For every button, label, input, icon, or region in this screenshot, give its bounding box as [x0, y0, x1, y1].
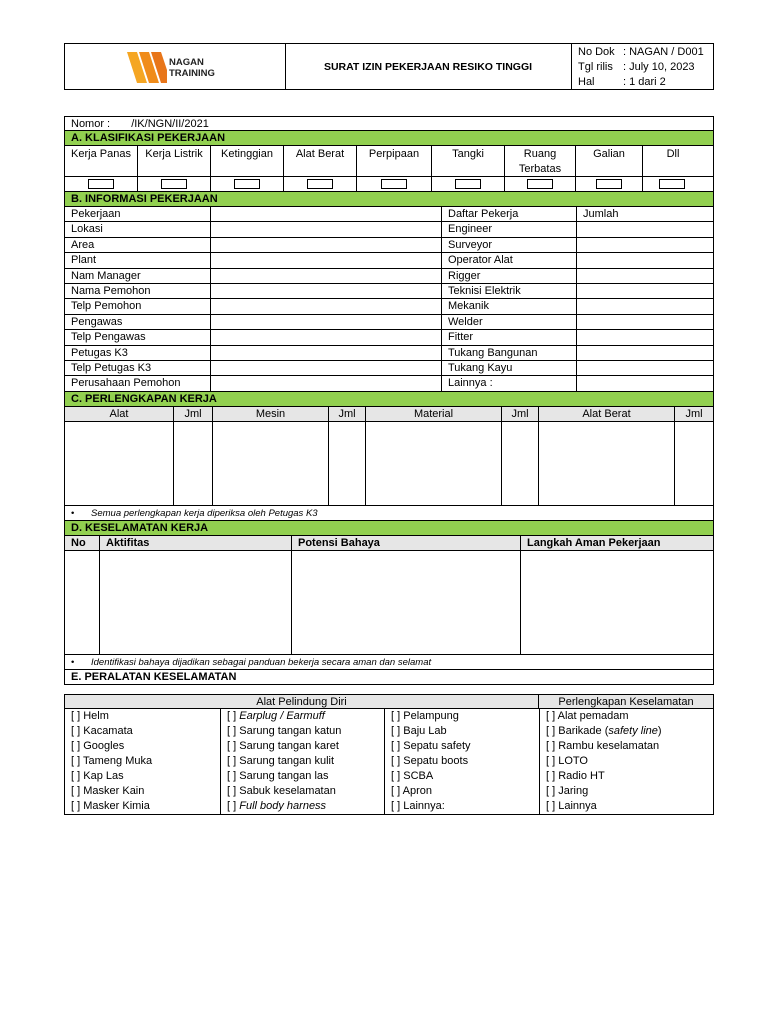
- klasifikasi-5-cell: [357, 177, 432, 191]
- worker-label: Surveyor: [442, 238, 577, 252]
- perlengkapan-cell[interactable]: [213, 422, 329, 505]
- perlengkapan-col-header: Material: [366, 407, 502, 421]
- info-label: Nama Pemohon: [65, 284, 211, 298]
- equipment-label: Sepatu safety: [403, 739, 471, 752]
- klasifikasi-checkbox[interactable]: [596, 179, 622, 189]
- perlengkapan-note-text: Semua perlengkapan kerja diperiksa oleh Petugas K3: [91, 507, 318, 519]
- equipment-item[interactable]: [391, 739, 539, 754]
- equipment-item[interactable]: [546, 784, 713, 799]
- section-a-title: A. KLASIFIKASI PEKERJAAN: [64, 131, 714, 146]
- worker-label: Tukang Kayu: [442, 361, 577, 375]
- info-row: [64, 284, 714, 299]
- perlengkapan-cell[interactable]: [675, 422, 713, 505]
- equipment-label: Rambu keselamatan: [558, 739, 660, 752]
- equipment-label: Sarung tangan karet: [239, 739, 339, 752]
- equipment-label: Sabuk keselamatan: [239, 784, 336, 797]
- klasifikasi-checkboxes: [64, 177, 714, 192]
- perlengkapan-cell[interactable]: [539, 422, 675, 505]
- worker-count[interactable]: [577, 222, 713, 236]
- perlengkapan-cell[interactable]: [502, 422, 539, 505]
- equipment-item[interactable]: [71, 784, 220, 799]
- meta-no-dok: [578, 45, 704, 59]
- checkbox-bracket[interactable]: [ ]: [546, 769, 559, 782]
- equipment-label-italic: safety line: [608, 724, 658, 737]
- permit-form: [64, 116, 714, 815]
- nomor-label: Nomor :: [71, 118, 111, 130]
- equipment-item[interactable]: [71, 739, 220, 754]
- info-label: Nam Manager: [65, 269, 211, 283]
- info-row: [64, 253, 714, 268]
- info-row: [64, 376, 714, 391]
- klasifikasi-4-cell: [284, 177, 357, 191]
- meta-key: Hal: [578, 76, 595, 88]
- equipment-label: SCBA: [403, 769, 434, 782]
- apd-column-3: [385, 709, 540, 814]
- checkbox-bracket[interactable]: [ ]: [227, 724, 240, 737]
- apd-column-2: [221, 709, 385, 814]
- worker-count[interactable]: [577, 238, 713, 252]
- equipment-label: Pelampung: [403, 709, 459, 722]
- keselamatan-cell[interactable]: [100, 551, 292, 654]
- klasifikasi-checkbox[interactable]: [88, 179, 114, 189]
- bullet-icon: •: [71, 507, 75, 519]
- klasifikasi-6-label: Tangki: [432, 146, 505, 176]
- equipment-label: Googles: [83, 739, 125, 752]
- info-label: Pekerjaan: [65, 207, 211, 221]
- document-header: [64, 43, 714, 90]
- klasifikasi-header: [64, 146, 714, 177]
- info-label: Pengawas: [65, 315, 211, 329]
- meta-key: Tgl rilis: [578, 61, 613, 73]
- checkbox-bracket[interactable]: [ ]: [227, 709, 240, 722]
- worker-label: Daftar Pekerja: [442, 207, 577, 221]
- checkbox-bracket[interactable]: [ ]: [546, 709, 558, 722]
- checkbox-bracket[interactable]: [ ]: [71, 754, 84, 767]
- info-value[interactable]: [211, 238, 442, 252]
- equipment-label: Radio HT: [558, 769, 605, 782]
- info-value[interactable]: [211, 361, 442, 375]
- equipment-item[interactable]: [71, 799, 220, 814]
- equipment-item[interactable]: [71, 754, 220, 769]
- perlengkapan-col-header: Jml: [502, 407, 539, 421]
- checkbox-bracket[interactable]: [ ]: [391, 739, 404, 752]
- checkbox-bracket[interactable]: [ ]: [546, 784, 559, 797]
- info-label: Telp Pengawas: [65, 330, 211, 344]
- klasifikasi-9-cell: [643, 177, 703, 191]
- section-c-title: C. PERLENGKAPAN KERJA: [64, 392, 714, 407]
- worker-label: Teknisi Elektrik: [442, 284, 577, 298]
- checkbox-bracket[interactable]: [ ]: [391, 709, 404, 722]
- klasifikasi-checkbox[interactable]: [455, 179, 481, 189]
- info-row: [64, 346, 714, 361]
- logo-line2: TRAINING: [169, 68, 215, 79]
- equipment-item[interactable]: [546, 754, 713, 769]
- perlengkapan-cell[interactable]: [366, 422, 502, 505]
- keselamatan-col-header: Langkah Aman Pekerjaan: [527, 536, 661, 549]
- worker-count[interactable]: [577, 253, 713, 267]
- info-row: [64, 269, 714, 284]
- equipment-label: Lainnya: [558, 799, 597, 812]
- info-value[interactable]: [211, 253, 442, 267]
- klasifikasi-7-cell: [505, 177, 576, 191]
- nomor-row: [64, 116, 714, 131]
- info-value[interactable]: [211, 315, 442, 329]
- perlengkapan-header: [64, 407, 714, 422]
- perlengkapan-cell[interactable]: [329, 422, 366, 505]
- worker-count[interactable]: [577, 299, 713, 313]
- info-value[interactable]: [211, 207, 442, 221]
- perlengkapan-col-header: Alat: [65, 407, 174, 421]
- keselamatan-note-text: Identifikasi bahaya dijadikan sebagai panduan bekerja secara aman dan selamat: [91, 656, 432, 668]
- worker-count[interactable]: [577, 330, 713, 344]
- keselamatan-cell[interactable]: [521, 551, 713, 654]
- apd-column-1: [65, 709, 221, 814]
- document-title: SURAT IZIN PEKERJAAN RESIKO TINGGI: [285, 44, 572, 89]
- info-label: Petugas K3: [65, 346, 211, 360]
- worker-label: Mekanik: [442, 299, 577, 313]
- equipment-label: Sarung tangan kulit: [239, 754, 335, 767]
- equipment-label: Apron: [402, 784, 432, 797]
- klasifikasi-3-cell: [211, 177, 284, 191]
- equipment-item[interactable]: [227, 709, 384, 724]
- klasifikasi-2-cell: [138, 177, 211, 191]
- equipment-item[interactable]: [391, 769, 539, 784]
- klasifikasi-checkbox[interactable]: [527, 179, 553, 189]
- info-value[interactable]: [211, 330, 442, 344]
- peralatan-header: [64, 694, 714, 709]
- worker-count[interactable]: [577, 361, 713, 375]
- worker-count[interactable]: [577, 376, 713, 390]
- info-row: [64, 238, 714, 253]
- klasifikasi-5-label: Perpipaan: [357, 146, 432, 176]
- info-row: [64, 299, 714, 314]
- equipment-item[interactable]: [227, 754, 384, 769]
- equipment-label: Helm: [83, 709, 109, 722]
- equipment-label: Barikade (safety line): [558, 724, 662, 737]
- perlengkapan-col-header: Jml: [329, 407, 366, 421]
- equipment-label: Sarung tangan las: [239, 769, 329, 782]
- info-label: Telp Pemohon: [65, 299, 211, 313]
- nagan-training-logo: [127, 52, 223, 83]
- perlengkapan-cell[interactable]: [65, 422, 174, 505]
- klasifikasi-checkbox[interactable]: [381, 179, 407, 189]
- info-row: [64, 222, 714, 237]
- worker-label: Fitter: [442, 330, 577, 344]
- checkbox-bracket[interactable]: [ ]: [71, 739, 84, 752]
- equipment-item[interactable]: [546, 709, 713, 724]
- equipment-label: LOTO: [558, 754, 588, 767]
- logo-stripes-icon: [127, 52, 167, 83]
- equipment-label: Lainnya:: [403, 799, 445, 812]
- worker-count[interactable]: [577, 284, 713, 298]
- info-label: Plant: [65, 253, 211, 267]
- info-label: Area: [65, 238, 211, 252]
- perlengkapan-cell[interactable]: [174, 422, 213, 505]
- info-row: [64, 315, 714, 330]
- klasifikasi-8-cell: [576, 177, 643, 191]
- nomor-value: /IK/NGN/II/2021: [131, 118, 209, 130]
- checkbox-bracket[interactable]: [ ]: [71, 709, 84, 722]
- equipment-item[interactable]: [546, 799, 713, 814]
- meta-value: : July 10, 2023: [623, 61, 695, 73]
- perlengkapan-note: [64, 506, 714, 521]
- checkbox-bracket[interactable]: [ ]: [546, 739, 559, 752]
- logo-text: [169, 57, 215, 79]
- perlengkapan-column: [540, 709, 713, 814]
- perlengkapan-body: [64, 422, 714, 506]
- checkbox-bracket[interactable]: [ ]: [227, 799, 240, 812]
- info-value[interactable]: [211, 376, 442, 390]
- keselamatan-col-header: No: [65, 536, 100, 550]
- equipment-item[interactable]: [391, 799, 539, 814]
- meta-hal: [578, 75, 666, 89]
- worker-label: Tukang Bangunan: [442, 346, 577, 360]
- header-perlengkapan: Perlengkapan Keselamatan: [558, 695, 694, 708]
- checkbox-bracket[interactable]: [ ]: [71, 724, 84, 737]
- section-d-title: D. KESELAMATAN KERJA: [64, 521, 714, 536]
- meta-tgl-rilis: [578, 60, 695, 74]
- document-meta: [572, 44, 713, 89]
- equipment-item[interactable]: [391, 709, 539, 724]
- checkbox-bracket[interactable]: [ ]: [71, 784, 84, 797]
- klasifikasi-7-label: Ruang Terbatas: [505, 146, 576, 176]
- worker-count[interactable]: [577, 346, 713, 360]
- meta-value: : NAGAN / D001: [623, 46, 704, 58]
- logo-cell: [65, 44, 286, 89]
- klasifikasi-1-cell: [65, 177, 138, 191]
- equipment-item[interactable]: [71, 724, 220, 739]
- equipment-label: Baju Lab: [403, 724, 447, 737]
- keselamatan-note: [64, 655, 714, 670]
- checkbox-bracket[interactable]: [ ]: [391, 754, 404, 767]
- keselamatan-col-header: Potensi Bahaya: [292, 536, 521, 550]
- equipment-label: Earplug / Earmuff: [239, 709, 325, 722]
- checkbox-bracket[interactable]: [ ]: [227, 784, 240, 797]
- meta-key: No Dok: [578, 46, 615, 58]
- klasifikasi-checkbox[interactable]: [234, 179, 260, 189]
- checkbox-bracket[interactable]: [ ]: [546, 754, 559, 767]
- equipment-item[interactable]: [546, 739, 713, 754]
- perlengkapan-col-header: Jml: [685, 407, 703, 420]
- info-value[interactable]: [211, 269, 442, 283]
- equipment-item[interactable]: [227, 769, 384, 784]
- keselamatan-body: [64, 551, 714, 655]
- checkbox-bracket[interactable]: [ ]: [546, 724, 559, 737]
- checkbox-bracket[interactable]: [ ]: [546, 799, 559, 812]
- klasifikasi-6-cell: [432, 177, 505, 191]
- info-label: Lokasi: [65, 222, 211, 236]
- equipment-label: Sarung tangan katun: [239, 724, 342, 737]
- equipment-item[interactable]: [546, 769, 713, 784]
- spacer: [64, 685, 714, 694]
- checkbox-bracket[interactable]: [ ]: [71, 769, 84, 782]
- info-value[interactable]: [211, 299, 442, 313]
- klasifikasi-9-label: Dll: [666, 148, 680, 160]
- equipment-item[interactable]: [546, 724, 713, 739]
- equipment-item[interactable]: [391, 784, 539, 799]
- equipment-item[interactable]: [71, 769, 220, 784]
- info-row: [64, 330, 714, 345]
- klasifikasi-2-label: Kerja Listrik: [138, 146, 211, 176]
- header-apd: Alat Pelindung Diri: [65, 695, 539, 708]
- klasifikasi-checkbox[interactable]: [307, 179, 333, 189]
- meta-value: : 1 dari 2: [623, 76, 666, 88]
- section-b-title: B. INFORMASI PEKERJAAN: [64, 192, 714, 207]
- info-label: Telp Petugas K3: [65, 361, 211, 375]
- checkbox-bracket[interactable]: [ ]: [391, 799, 404, 812]
- equipment-item[interactable]: [227, 724, 384, 739]
- equipment-item[interactable]: [227, 739, 384, 754]
- informasi-table: [64, 207, 714, 392]
- checkbox-bracket[interactable]: [ ]: [227, 739, 240, 752]
- equipment-label: Full body harness: [239, 799, 327, 812]
- keselamatan-cell[interactable]: [65, 551, 100, 654]
- worker-label: Operator Alat: [442, 253, 577, 267]
- info-value[interactable]: [211, 346, 442, 360]
- bullet-icon: •: [71, 656, 75, 668]
- klasifikasi-4-label: Alat Berat: [284, 146, 357, 176]
- keselamatan-header: [64, 536, 714, 551]
- checkbox-bracket[interactable]: [ ]: [391, 724, 404, 737]
- equipment-label: Kap Las: [83, 769, 124, 782]
- checkbox-bracket[interactable]: [ ]: [391, 769, 404, 782]
- equipment-label: Kacamata: [83, 724, 133, 737]
- worker-label: Rigger: [442, 269, 577, 283]
- info-row: [64, 207, 714, 222]
- equipment-item[interactable]: [227, 799, 384, 814]
- worker-label: Lainnya :: [442, 376, 577, 390]
- equipment-item[interactable]: [71, 709, 220, 724]
- checkbox-bracket[interactable]: [ ]: [227, 769, 240, 782]
- section-e-title: E. PERALATAN KESELAMATAN: [64, 670, 714, 685]
- equipment-label: Sepatu boots: [403, 754, 469, 767]
- equipment-item[interactable]: [227, 784, 384, 799]
- keselamatan-col-header: Aktifitas: [100, 536, 292, 550]
- worker-count[interactable]: Jumlah: [583, 208, 619, 220]
- worker-count[interactable]: [577, 315, 713, 329]
- equipment-item[interactable]: [391, 724, 539, 739]
- info-row: [64, 361, 714, 376]
- klasifikasi-1-label: Kerja Panas: [65, 146, 138, 176]
- checkbox-bracket[interactable]: [ ]: [391, 784, 403, 797]
- peralatan-body: [64, 709, 714, 815]
- klasifikasi-checkbox[interactable]: [659, 179, 685, 189]
- equipment-label: Jaring: [558, 784, 589, 797]
- info-value[interactable]: [211, 222, 442, 236]
- info-label: Perusahaan Pemohon: [65, 376, 211, 390]
- equipment-label: Alat pemadam: [557, 709, 629, 722]
- worker-count[interactable]: [577, 269, 713, 283]
- equipment-label: Tameng Muka: [83, 754, 153, 767]
- perlengkapan-col-header: Mesin: [213, 407, 329, 421]
- perlengkapan-col-header: Jml: [174, 407, 213, 421]
- info-value[interactable]: [211, 284, 442, 298]
- checkbox-bracket[interactable]: [ ]: [227, 754, 240, 767]
- perlengkapan-col-header: Alat Berat: [539, 407, 675, 421]
- klasifikasi-checkbox[interactable]: [161, 179, 187, 189]
- equipment-item[interactable]: [391, 754, 539, 769]
- worker-label: Engineer: [442, 222, 577, 236]
- equipment-label: Masker Kimia: [83, 799, 150, 812]
- checkbox-bracket[interactable]: [ ]: [71, 799, 84, 812]
- keselamatan-cell[interactable]: [292, 551, 521, 654]
- equipment-label: Masker Kain: [83, 784, 145, 797]
- worker-label: Welder: [442, 315, 577, 329]
- logo-line1: NAGAN: [169, 57, 204, 68]
- klasifikasi-3-label: Ketinggian: [211, 146, 284, 176]
- klasifikasi-8-label: Galian: [576, 146, 643, 176]
